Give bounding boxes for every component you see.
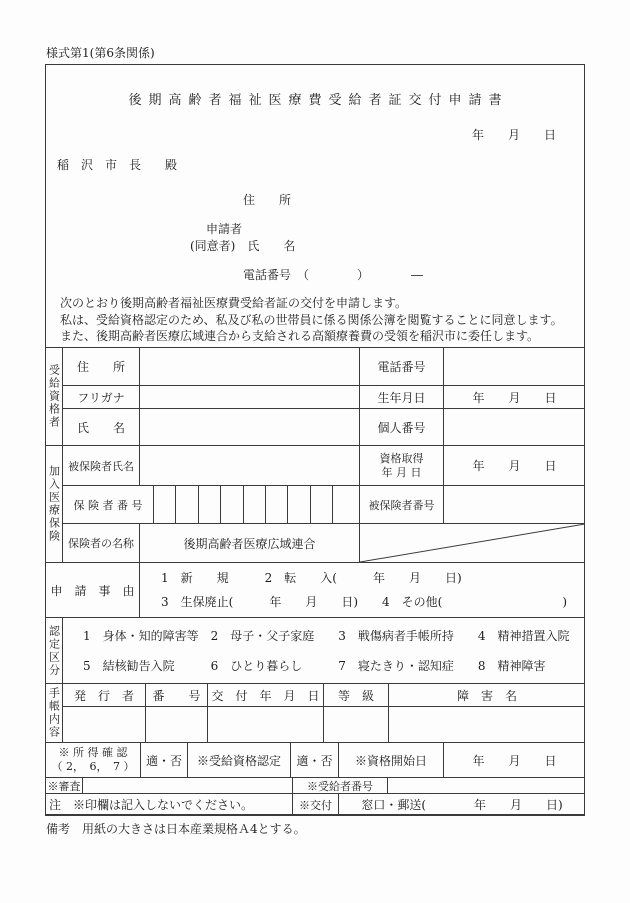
issuer-header: 発 行 者 [63,684,146,706]
digit-boxes [154,486,332,523]
reason-options-line: 3 生保廃止( 年 月 日) 4 その他( ) [161,595,567,609]
category-vertical-label: 認定区分 [46,618,63,684]
application-reason-row [46,563,585,618]
eligibility-start-date-input-cell[interactable]: 年 月 日 [472,753,557,768]
issue-date-header: 交 付 年 月 日 [208,684,324,706]
fill-in-note: 注 ※印欄は記入しないでください。 [46,794,293,815]
digit-box[interactable] [199,486,221,523]
recipient-address-row [63,348,585,386]
name-label: 氏 名 [63,409,140,445]
notebook-header-row [63,684,585,707]
address-label: 住 所 [63,348,140,385]
eligibility-certification-label: ※受給資格認定 [188,743,291,777]
acquisition-label-line: 資格取得 [379,451,424,465]
acquisition-date-input-cell[interactable]: 年 月 日 [472,459,557,473]
notebook-vertical-label: 手帳内容 [46,684,63,743]
declaration-line: 次のとおり後期高齢者福祉医療費受給者証の交付を申請します。 [60,296,408,310]
addressee-mayor: 稲 沢 市 長 殿 [57,158,178,172]
digit-box[interactable] [311,486,332,523]
insurer-name-label: 保険者の名称 [63,524,140,562]
form-number-label: 様式第1(第6条関係) [46,46,155,60]
digit-box[interactable] [288,486,310,523]
acquisition-date-label [360,446,444,485]
applicant-label: 申請者 [206,222,243,236]
digit-box[interactable] [154,486,176,523]
birthdate-input-cell[interactable]: 年 月 日 [472,390,557,405]
spacer-cell [333,486,360,523]
issue-method-cell[interactable]: 窓口・郵送( 年 月 日) [361,798,563,812]
application-date-line: 年 月 日 [471,128,556,142]
category-options-row [63,618,585,684]
applicant-address-label: 住 所 [243,193,292,207]
declaration-line: 私は、受給資格認定のため、私及び私の世帯員に係る関係公簿を閲覧することに同意します。 [60,312,563,327]
eligibility-pass-fail-cell[interactable]: 適・否 [291,743,339,777]
personal-number-input-cell[interactable] [444,409,585,445]
birthdate-label: 生年月日 [360,386,444,408]
insurer-name-value: 後期高齢者医療広域連合 [140,524,360,562]
insured-name-input-cell[interactable] [140,446,360,485]
furigana-label: フリガナ [63,386,140,408]
crossed-out-cell [360,524,585,562]
declaration-text [60,295,563,345]
digit-box[interactable] [221,486,243,523]
recipient-section [46,348,585,446]
reason-options-line: 1 新 規 2 転 入( 年 月 日) [161,571,462,585]
address-input-cell[interactable] [140,348,360,385]
category-options-line: 5 結核勧告入院 6 ひとり暮らし 7 寝たきり・認知症 8 精神障害 [83,658,546,673]
grade-input-cell[interactable] [324,707,389,742]
insurer-number-boxes[interactable] [154,486,333,523]
review-input-cell[interactable] [83,778,293,793]
application-reason-section [46,563,585,618]
name-input-cell[interactable] [140,409,360,445]
review-row [46,778,585,794]
income-check-label [46,743,141,777]
digit-box[interactable] [244,486,266,523]
recipient-furigana-row [63,386,585,409]
insurer-name-row [63,524,585,563]
consenter-name-label: (同意者) 氏 名 [190,239,296,253]
insured-name-row [63,446,585,486]
digit-box[interactable] [176,486,198,523]
diagonal-slash-icon [360,524,585,562]
insured-number-input-cell[interactable] [444,486,585,523]
insurance-section [46,446,585,563]
disability-name-header: 障 害 名 [456,688,517,703]
applicant-phone-label: 電話番号 （ ） ― [243,268,424,282]
personal-number-label: 個人番号 [360,409,444,445]
form-outer-box [45,64,585,815]
income-pass-fail-cell[interactable]: 適・否 [141,743,188,777]
application-reason-label: 申 請 事 由 [46,563,140,617]
issue-label: ※交付 [293,794,339,815]
note-issue-row [46,794,585,816]
acquisition-label-line: 年 月 日 [381,465,422,479]
digit-box[interactable] [266,486,288,523]
category-options[interactable] [63,618,585,683]
form-title: 後期高齢者福祉医療費受給者証交付申請書 [128,93,509,108]
income-check-label-line: ※ 所 得 確 認 [58,746,128,759]
issue-date-input-cell[interactable] [208,707,324,742]
recipient-vertical-label: 受給資格者 [46,348,63,446]
eligibility-start-date-label: ※資格開始日 [339,743,444,777]
grade-header: 等 級 [324,684,389,706]
form-table [45,347,585,816]
notebook-details-section [46,684,585,743]
paper-size-remarks: 備考 用紙の大きさは日本産業規格Ａ4とする。 [46,822,306,836]
category-options-line: 1 身体・知的障害等 2 母子・父子家庭 3 戦傷病者手帳所持 4 精神措置入院 [83,628,570,643]
income-check-row [46,743,585,778]
recipient-name-row [63,409,585,446]
phone-label: 電話番号 [360,348,444,385]
insured-number-label: 被保険者番号 [360,486,444,523]
insurance-vertical-label: 加入医療保険 [46,446,63,563]
application-reason-options[interactable] [140,563,585,617]
issuer-input-cell[interactable] [63,707,146,742]
recipient-number-input-cell[interactable] [388,778,585,793]
insurer-number-row [63,486,585,524]
recipient-number-label: ※受給者番号 [293,778,388,793]
income-check-label-line: （ 2， 6， 7 ） [51,760,135,773]
review-label: ※審査 [46,778,83,793]
insurer-number-label: 保 険 者 番 号 [63,486,154,523]
insured-name-label: 被保険者氏名 [63,446,140,485]
notebook-content-row [63,707,585,743]
disability-name-input-cell[interactable] [389,707,585,742]
phone-input-cell[interactable] [444,348,585,385]
number-input-cell[interactable] [146,707,208,742]
declaration-line: また、後期高齢者医療広域連合から支給される高額療養費の受領を稲沢市に委任します。 [60,329,540,343]
number-header: 番 号 [146,684,208,706]
furigana-input-cell[interactable] [140,386,360,408]
certification-category-section [46,618,585,684]
